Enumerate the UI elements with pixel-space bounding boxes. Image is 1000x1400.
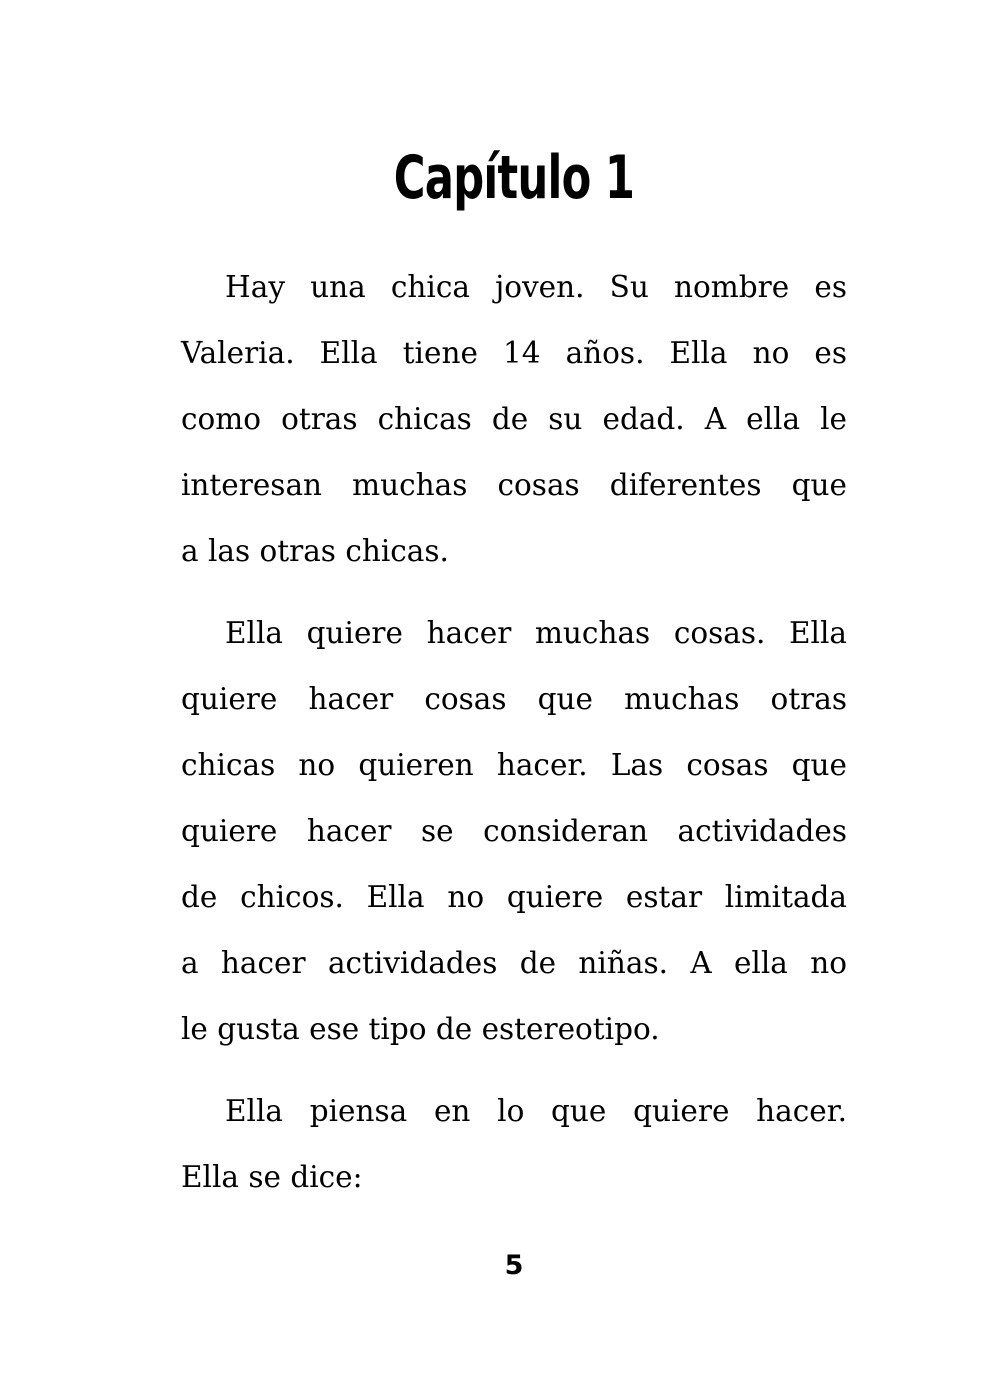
- paragraph-2: [181, 600, 847, 1062]
- text-line: quiere hacer cosas que muchas otras: [181, 682, 847, 716]
- text-line: quiere hacer se consideran actividades: [181, 814, 847, 848]
- text-line: interesan muchas cosas diferentes que: [181, 468, 847, 502]
- text-line: le gusta ese tipo de estereotipo.: [181, 1012, 660, 1046]
- chapter-title: Capítulo 1: [393, 143, 635, 213]
- text-line: a las otras chicas.: [181, 534, 449, 568]
- text-line: Ella piensa en lo que quiere hacer.: [225, 1094, 847, 1128]
- paragraph-3: [181, 1078, 847, 1210]
- page-number: 5: [504, 1250, 524, 1281]
- paragraph-1: [181, 254, 847, 584]
- text-line: Ella quiere hacer muchas cosas. Ella: [225, 616, 847, 650]
- text-line: Hay una chica joven. Su nombre es: [225, 270, 847, 304]
- text-line: como otras chicas de su edad. A ella le: [181, 402, 847, 436]
- text-line: Ella se dice:: [181, 1160, 363, 1194]
- body-text: [181, 254, 847, 1210]
- text-line: chicas no quieren hacer. Las cosas que: [181, 748, 847, 782]
- text-line: a hacer actividades de niñas. A ella no: [181, 946, 847, 980]
- text-line: Valeria. Ella tiene 14 años. Ella no es: [181, 336, 847, 370]
- text-line: de chicos. Ella no quiere estar limitada: [181, 880, 847, 914]
